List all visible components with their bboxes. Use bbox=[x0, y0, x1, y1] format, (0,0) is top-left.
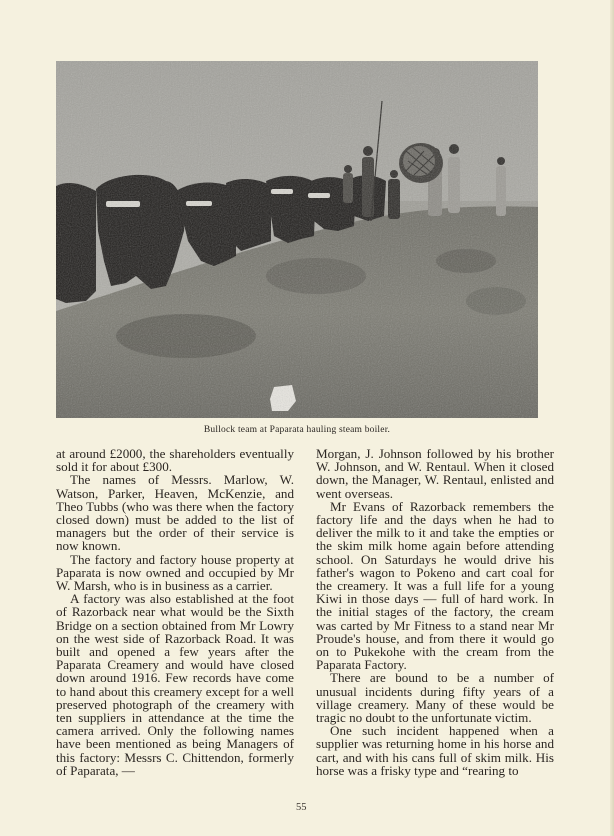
paragraph: Mr Evans of Razorback remembers the factory life and the days when he had to deliver the milk to it and take the empties or the skim milk home again before attending school. On Saturdays he would drive his father's wagon to Pokeno and cart coal for the creamery. It was a full life for a young Kiwi in those days — full of hard work. In the initial stages of the factory, the cream was carted by Mr Fitness to a stand near Mr Proude's house, and from there it would go on to Pukekohe with the cream from the Paparata Factory. bbox=[316, 498, 554, 673]
paragraph: at around £2000, the shareholders eventually sold it for about £300. bbox=[56, 446, 294, 475]
paragraph: Morgan, J. Johnson followed by his brother W. Johnson, and W. Rentaul. When it closed down, the Manager, W. Rentaul, enlisted and went overseas. bbox=[316, 446, 554, 501]
photograph-bullock-team bbox=[56, 61, 538, 418]
paragraph: There are bound to be a number of unusual incidents during fifty years of a village creamery. Many of these would be tragic no doubt to the unfortunate victim. bbox=[316, 670, 554, 726]
text-column-right bbox=[316, 447, 554, 777]
photo-illustration bbox=[56, 61, 538, 418]
page-number: 55 bbox=[296, 802, 307, 813]
photo-grain bbox=[56, 61, 538, 418]
page-edge bbox=[610, 0, 614, 836]
paragraph: The factory and factory house property at Paparata is now owned and occupied by Mr W. Marsh, who is in business as a carrier. bbox=[56, 551, 294, 594]
text-column-left bbox=[56, 447, 294, 777]
paragraph: A factory was also established at the foot of Razorback near what would be the Sixth Bridge on a section obtained from Mr Lowry on the west side of Razorback Road. It was built and opened a few years after the Paparata Creamery and would have closed down around 1916. Few records have come to hand about this creamery except for a well preserved photograph of the creamery with ten suppliers in attendance at the time the camera arrived. Only the following names have been mentioned as being Managers of this factory: Messrs C. Chittendon, formerly of Paparata, — bbox=[56, 591, 294, 778]
paragraph: The names of Messrs. Marlow, W. Watson, Parker, Heaven, McKenzie, and Theo Tubbs (who was there when the factory closed down) must be added to the list of managers but the order of their service is now known. bbox=[56, 472, 294, 554]
paragraph: One such incident happened when a supplier was returning home in his horse and cart, and with his cans full of skim milk. His horse was a frisky type and “rearing to bbox=[316, 723, 554, 778]
photo-caption: Bullock team at Paparata hauling steam boiler. bbox=[203, 425, 391, 435]
